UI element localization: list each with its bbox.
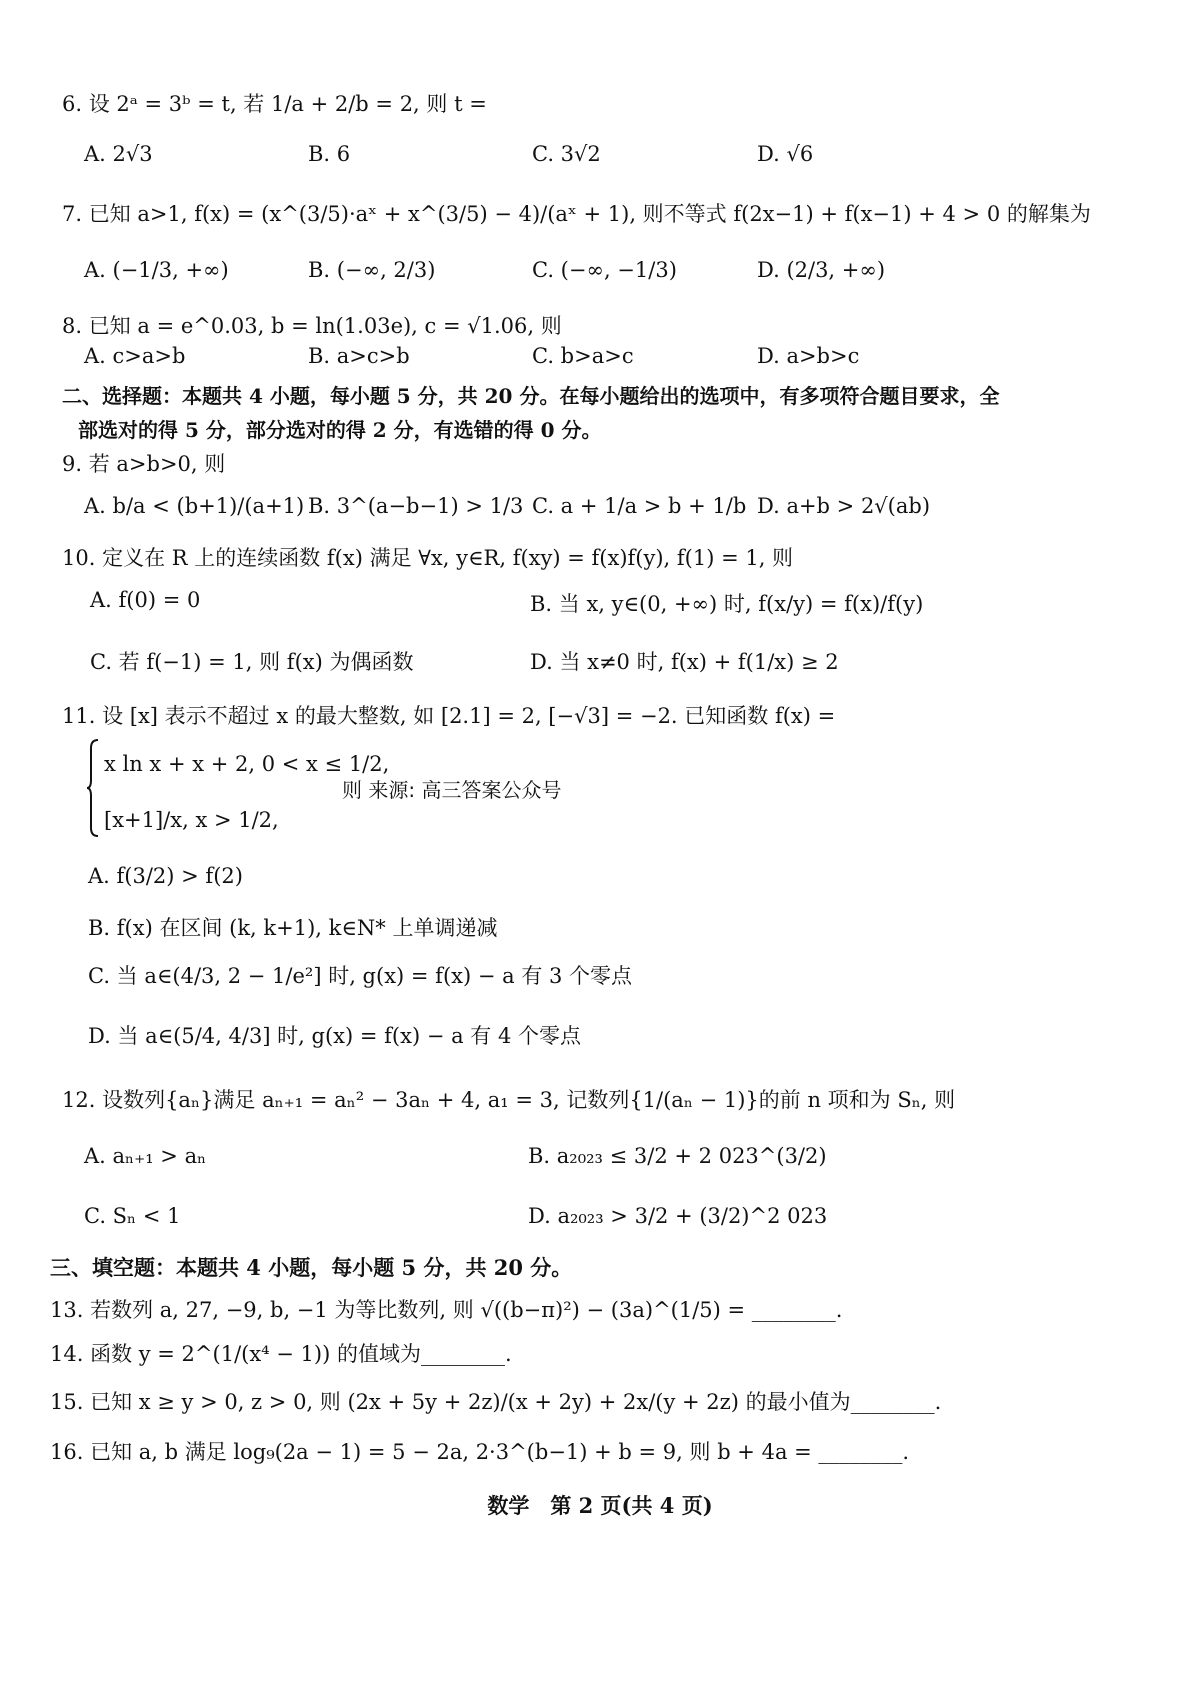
question-13: 13. 若数列 a, 27, −9, b, −1 为等比数列, 则 √((b−π)²) − (3a)^(1/5) = ________. [50,1298,843,1322]
question-10-stem: 10. 定义在 R 上的连续函数 f(x) 满足 ∀x, y∈R, f(xy) = f(x)f(y), f(1) = 1, 则 [62,546,794,570]
question-15: 15. 已知 x ≥ y > 0, z > 0, 则 (2x + 5y + 2z)/(x + 2y) + 2x/(y + 2z) 的最小值为________. [50,1390,942,1414]
question-8-stem: 8. 已知 a = e^0.03, b = ln(1.03e), c = √1.06, 则 [62,314,562,338]
question-8-option-c: C. b>a>c [532,344,634,368]
question-11-option-d: D. 当 a∈(5/4, 4/3] 时, g(x) = f(x) − a 有 4 个零点 [88,1024,582,1048]
question-14: 14. 函数 y = 2^(1/(x⁴ − 1)) 的值域为________. [50,1342,512,1366]
question-11-option-b: B. f(x) 在区间 (k, k+1), k∈N* 上单调递减 [88,916,498,940]
question-7-stem: 7. 已知 a>1, f(x) = (x^(3/5)·aˣ + x^(3/5) − 4)/(aˣ + 1), 则不等式 f(2x−1) + f(x−1) + 4 > 0 的解集为 [62,202,1091,226]
question-8-option-b: B. a>c>b [308,344,410,368]
question-7-option-a: A. (−1/3, +∞) [84,258,229,282]
question-6-option-d: D. √6 [757,142,814,166]
question-9-option-c: C. a + 1/a > b + 1/b [532,494,747,518]
question-10-option-d: D. 当 x≠0 时, f(x) + f(1/x) ≥ 2 [530,650,839,674]
piecewise-brace-icon [86,738,100,838]
question-10-option-b: B. 当 x, y∈(0, +∞) 时, f(x/y) = f(x)/f(y) [530,592,924,616]
question-12-option-c: C. Sₙ < 1 [84,1204,181,1228]
question-7-option-c: C. (−∞, −1/3) [532,258,677,282]
question-6-option-a: A. 2√3 [84,142,153,166]
question-11-piece-2: [x+1]/x, x > 1/2, [104,808,279,832]
question-9-option-a: A. b/a < (b+1)/(a+1) [84,494,305,518]
question-7-option-d: D. (2/3, +∞) [757,258,886,282]
question-12-option-a: A. aₙ₊₁ > aₙ [84,1144,207,1168]
question-11-stem: 11. 设 [x] 表示不超过 x 的最大整数, 如 [2.1] = 2, [−√3] = −2. 已知函数 f(x) = [62,704,836,728]
question-11-note: 则 来源: 高三答案公众号 [342,778,562,802]
question-16: 16. 已知 a, b 满足 log₉(2a − 1) = 5 − 2a, 2·3^(b−1) + b = 9, 则 b + 4a = ________. [50,1440,910,1464]
question-8-option-d: D. a>b>c [757,344,860,368]
question-11-piece-1: x ln x + x + 2, 0 < x ≤ 1/2, [104,752,390,776]
question-11-option-c: C. 当 a∈(4/3, 2 − 1/e²] 时, g(x) = f(x) − a 有 3 个零点 [88,964,633,988]
question-9-option-d: D. a+b > 2√(ab) [757,494,931,518]
question-9-option-b: B. 3^(a−b−1) > 1/3 [308,494,524,518]
question-7-option-b: B. (−∞, 2/3) [308,258,436,282]
question-6-option-b: B. 6 [308,142,351,166]
question-10-option-a: A. f(0) = 0 [90,588,201,612]
page-footer: 数学 第 2 页(共 4 页) [487,1493,713,1518]
question-6-option-c: C. 3√2 [532,142,601,166]
section-2-heading: 二、选择题：本题共 4 小题，每小题 5 分，共 20 分。在每小题给出的选项中，有多项符合题目要求，全 [62,384,1000,408]
question-12-stem: 12. 设数列{aₙ}满足 aₙ₊₁ = aₙ² − 3aₙ + 4, a₁ = 3, 记数列{1/(aₙ − 1)}的前 n 项和为 Sₙ, 则 [62,1088,956,1112]
question-11-option-a: A. f(3/2) > f(2) [88,864,243,888]
question-12-option-d: D. a₂₀₂₃ > 3/2 + (3/2)^2 023 [528,1204,828,1228]
question-8-option-a: A. c>a>b [84,344,186,368]
section-2-heading-cont: 部选对的得 5 分，部分选对的得 2 分，有选错的得 0 分。 [78,418,602,442]
question-12-option-b: B. a₂₀₂₃ ≤ 3/2 + 2 023^(3/2) [528,1144,827,1168]
question-10-option-c: C. 若 f(−1) = 1, 则 f(x) 为偶函数 [90,650,414,674]
question-9-stem: 9. 若 a>b>0, 则 [62,452,226,476]
question-6-stem: 6. 设 2ᵃ = 3ᵇ = t, 若 1/a + 2/b = 2, 则 t = [62,92,487,116]
section-3-heading: 三、填空题：本题共 4 小题，每小题 5 分，共 20 分。 [50,1255,573,1280]
